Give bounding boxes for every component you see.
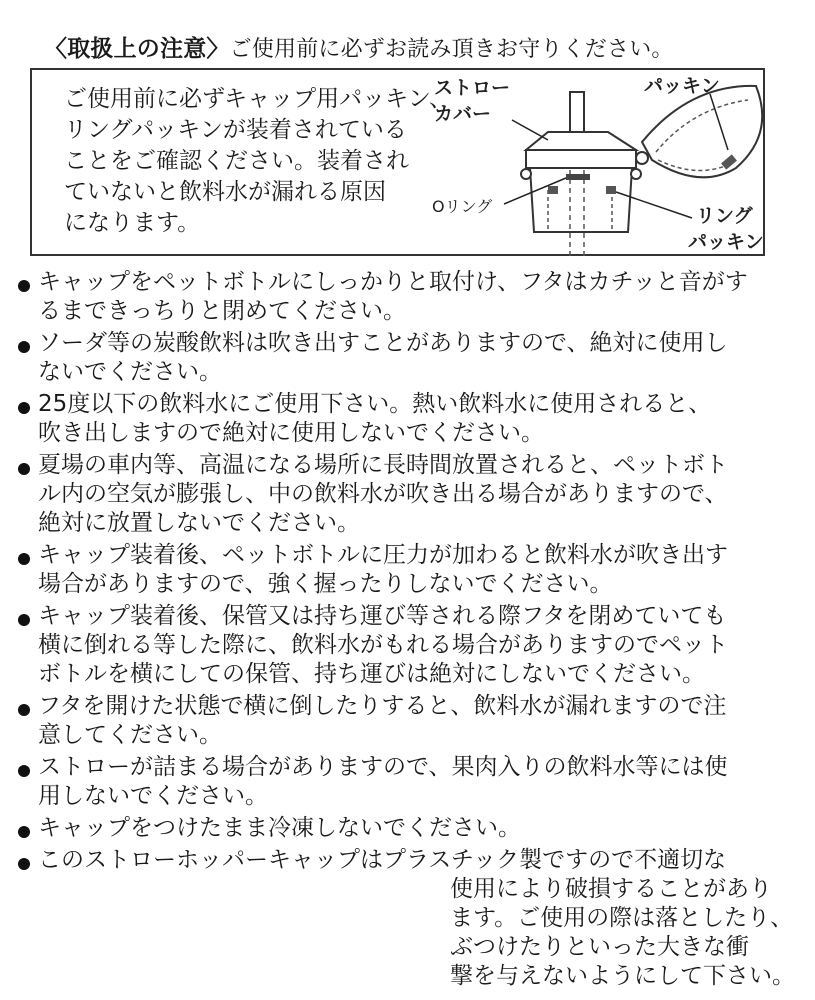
ring-packing-mark-left (548, 186, 558, 194)
notice-line: ていないと飲料水が漏れる原因 (64, 179, 386, 205)
notice-line: ことをご確認ください。装着され (64, 148, 409, 174)
cap-knob-left (521, 169, 531, 179)
cap-knob-right (631, 169, 641, 179)
bullet-icon (18, 765, 30, 777)
caution-title (44, 30, 804, 63)
caution-list (12, 268, 807, 994)
bullet-icon (18, 614, 30, 626)
list-item (12, 329, 807, 387)
note-line: 夏場の車内等、高温になる場所に長時間放置されると、ペットボト (38, 452, 728, 478)
list-item (12, 390, 807, 448)
list-item (12, 846, 807, 991)
bullet-icon (18, 704, 30, 716)
title-subtitle: ご使用前に必ずお読み頂きお守りください。 (229, 37, 674, 62)
list-item (12, 602, 807, 689)
notice-line: リングパッキンが装着されている (64, 117, 407, 143)
o-ring-mark (566, 174, 590, 180)
straw-cover-shape (526, 132, 636, 150)
note-line: キャップをペットボトルにしっかりと取付け、フタはカチッと音がす (38, 269, 748, 295)
note-line: キャップをつけたまま冷凍しないでください。 (38, 815, 521, 841)
title-heading: 〈取扱上の注意〉 (44, 36, 230, 62)
note-line: 用しないでください。 (38, 783, 268, 809)
list-item (12, 814, 807, 843)
note-line: 絶対に放置しないでください。 (38, 510, 360, 536)
notice-line: になります。 (64, 210, 201, 236)
hinge-circle (636, 152, 648, 164)
packing-notice-box (30, 68, 765, 256)
label-packing: パッキン (644, 75, 720, 97)
list-item (12, 541, 807, 599)
bullet-icon (18, 826, 30, 838)
note-line: ボトルを横にしての保管、持ち運びは絶対にしないでください。 (38, 661, 705, 687)
label-ring-packing-1: リング (696, 205, 753, 227)
bullet-icon (18, 280, 30, 292)
note-line: 吹き出しますので絶対に使用しないでください。 (38, 420, 544, 446)
note-line: フタを開けた状態で横に倒したりすると、飲料水が漏れますので注 (38, 693, 727, 719)
cap-diagram (430, 70, 765, 256)
cap-top (526, 150, 636, 168)
label-o-ring: Oリング (432, 197, 493, 216)
packing-notice-text (64, 84, 453, 239)
note-line: ル内の空気が膨張し、中の飲料水が吹き出る場合がありますので、 (38, 481, 728, 507)
note-line: 場合がありますので、強く握ったりしないでください。 (38, 571, 613, 597)
bullet-icon (18, 858, 30, 870)
note-line: ます。ご使用の際は落としたり、 (450, 905, 794, 931)
note-line: ないでください。 (38, 359, 222, 385)
list-item (12, 692, 807, 750)
bullet-icon (18, 341, 30, 353)
label-straw-cover-2: カバー (434, 103, 492, 125)
notice-line: ご使用前に必ずキャップ用パッキン、 (64, 86, 453, 112)
list-item (12, 451, 807, 538)
note-line: キャップ装着後、ペットボトルに圧力が加わると飲料水が吹き出す (38, 542, 728, 568)
note-line: キャップ装着後、保管又は持ち運び等される際フタを閉めていても (38, 603, 727, 629)
label-straw-cover-1: ストロー (434, 77, 511, 99)
note-line: ソーダ等の炭酸飲料は吹き出すことがありますので、絶対に使用し (38, 330, 728, 356)
ring-packing-mark-right (606, 186, 616, 194)
note-line: このストローホッパーキャップはプラスチック製ですので不適切な (38, 847, 727, 873)
label-ring-packing-2: パッキン (688, 231, 764, 253)
list-item (12, 753, 807, 811)
note-line: 意してください。 (38, 722, 222, 748)
note-line: 25度以下の飲料水にご使用下さい。熱い飲料水に使用されると、 (38, 391, 712, 417)
list-item (12, 268, 807, 326)
note-line: 使用により破損することがあり (450, 876, 772, 902)
note-line: ぶつけたりといった大きな衝 (450, 934, 749, 960)
bullet-icon (18, 463, 30, 475)
bullet-icon (18, 553, 30, 565)
note-line: るまできっちりと閉めてください。 (38, 298, 406, 324)
bullet-icon (18, 402, 30, 414)
lid-shape (642, 86, 762, 177)
note-line: 撃を与えないようにして下さい。 (450, 963, 795, 989)
straw-shape (570, 92, 584, 132)
leader-straw-cover (512, 120, 548, 140)
note-line: ストローが詰まる場合がありますので、果肉入りの飲料水等には使 (38, 754, 728, 780)
note-line: 横に倒れる等した際に、飲料水がもれる場合がありますのでペット (38, 632, 728, 658)
